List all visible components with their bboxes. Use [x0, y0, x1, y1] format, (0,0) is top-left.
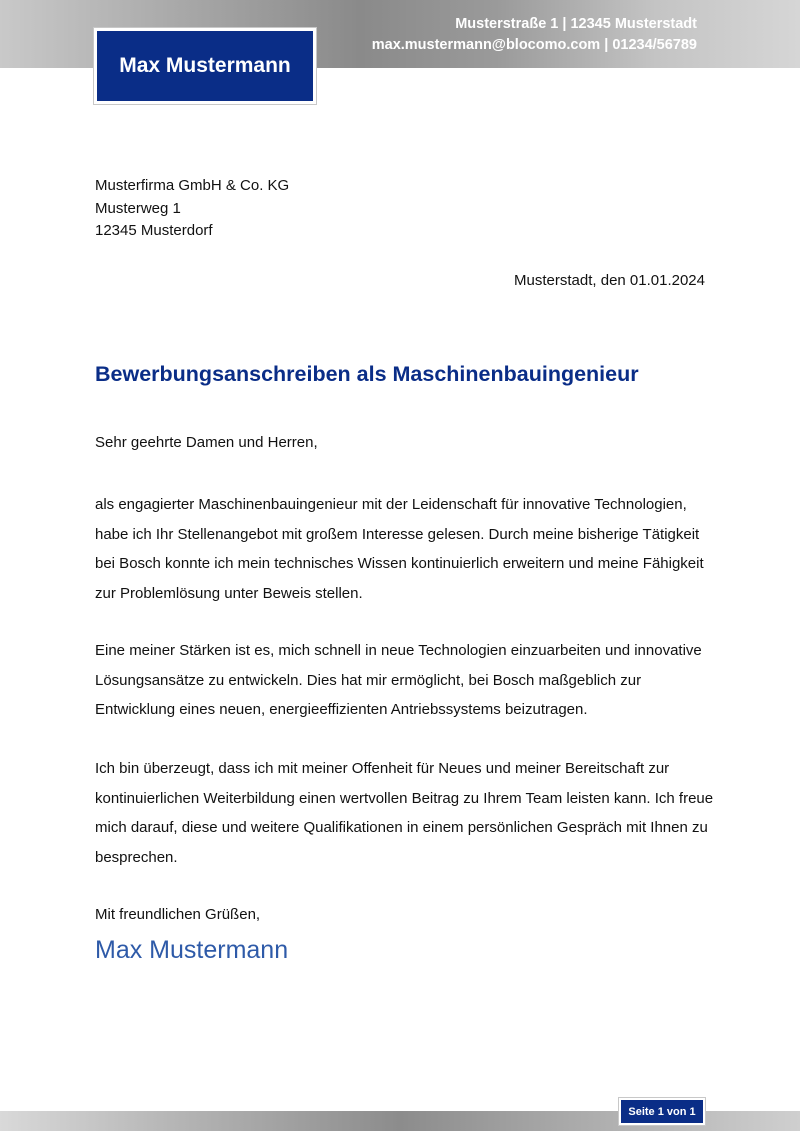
contact-info — [372, 14, 697, 56]
contact-address: Musterstraße 1 | 12345 Musterstadt — [455, 16, 697, 32]
sender-name: Max Mustermann — [119, 54, 291, 77]
recipient-address — [95, 175, 289, 243]
body-paragraph-1: als engagierter Maschinenbauingenieur mit der Leidenschaft für innovative Technologien, habe ich Ihr Stellenangebot mit großem Interesse gelesen. Durch meine bisherige Tätigkeit bei Bosch konnte ich mein technisches Wissen kontinuierlich erweitern und meine Fähigkeit zur Problemlösung unter Beweis stellen. — [95, 496, 704, 602]
recipient-company: Musterfirma GmbH & Co. KG — [95, 177, 290, 194]
letter-subject: Bewerbungsanschreiben als Maschinenbauingenieur — [95, 362, 639, 386]
contact-email-phone: max.mustermann@blocomo.com | 01234/56789 — [371, 37, 697, 53]
closing-phrase: Mit freundlichen Grüßen, — [95, 906, 261, 923]
salutation: Sehr geehrte Damen und Herren, — [95, 434, 318, 451]
page-number-label: Seite 1 von 1 — [628, 1105, 696, 1118]
body-paragraph-2: Eine meiner Stärken ist es, mich schnell in neue Technologien einzuarbeiten und innovative Lösungsansätze zu entwickeln. Dies hat mir ermöglicht, bei Bosch maßgeblich zur Entwicklung eines neuen, energieeffizienten Antriebssystems beizutragen. — [95, 642, 702, 718]
signature: Max Mustermann — [95, 936, 289, 964]
recipient-city: 12345 Musterdorf — [95, 222, 213, 239]
page-number-badge — [619, 1098, 705, 1125]
recipient-street: Musterweg 1 — [95, 199, 181, 217]
body-paragraph-3: Ich bin überzeugt, dass ich mit meiner Offenheit für Neues und meiner Bereitschaft zur kontinuierlichen Weiterbildung einen wertvollen Beitrag zu Ihrem Team leisten kann. Ich freue mich darauf, diese und weitere Qualifikationen in einem persönlichen Gespräch mit Ihnen zu besprechen. — [95, 760, 714, 866]
letter-date: Musterstadt, den 01.01.2024 — [514, 272, 705, 289]
name-box — [94, 28, 316, 104]
